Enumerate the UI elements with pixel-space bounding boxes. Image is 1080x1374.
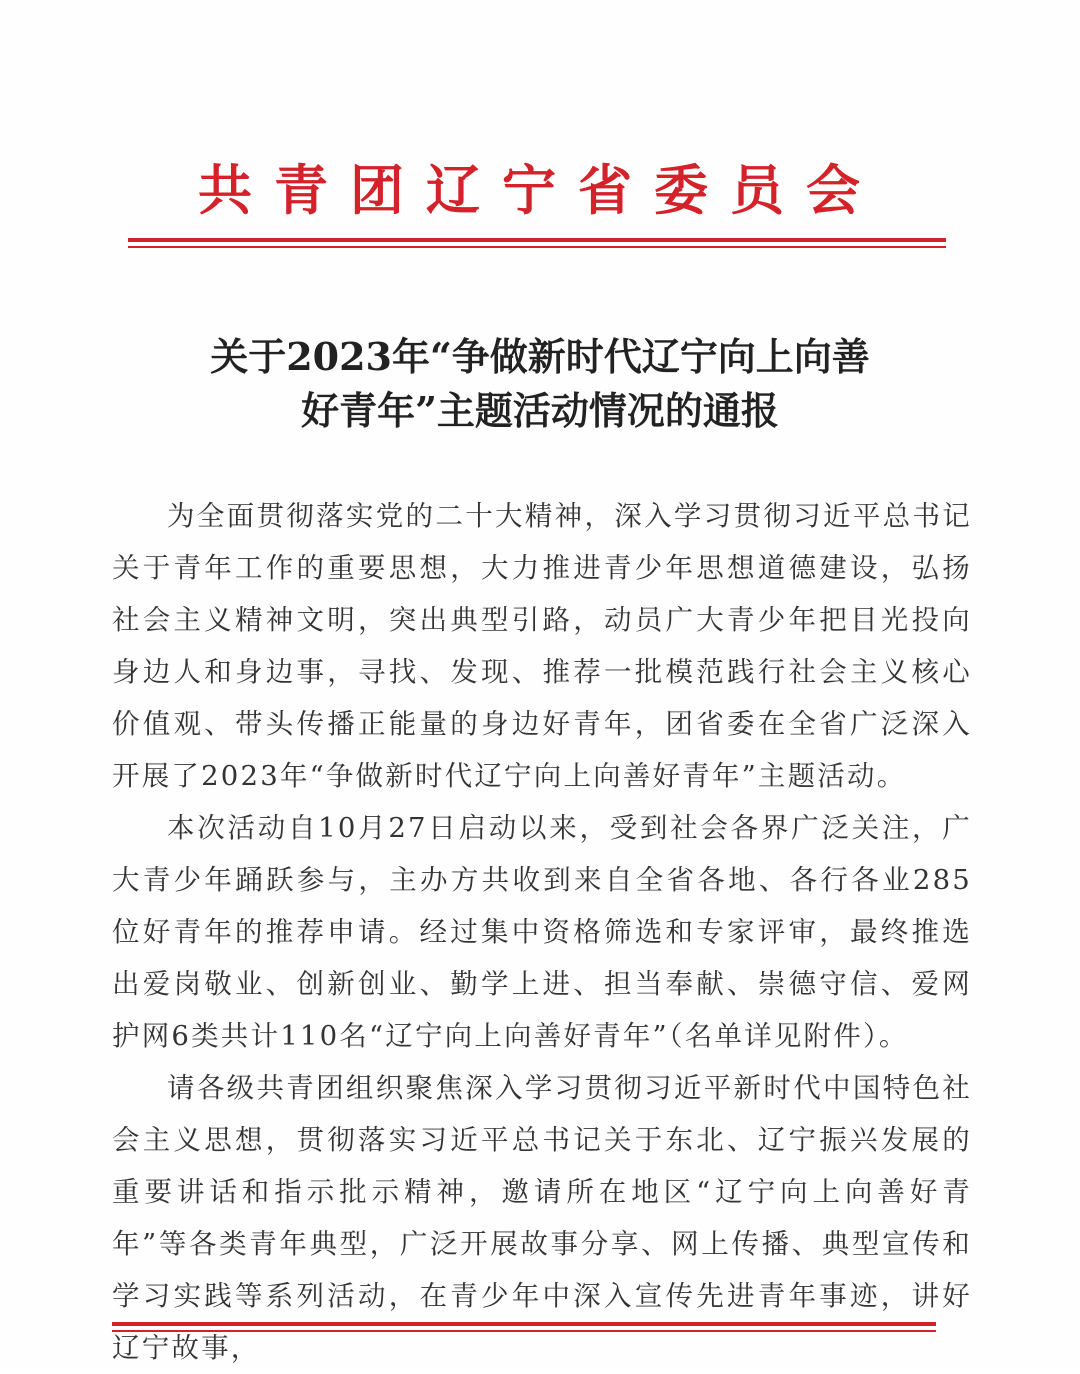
issuing-organization-header: 共青团辽宁省委员会 [198, 158, 882, 222]
document-title-line-2: 好青年”主题活动情况的通报 [301, 388, 779, 433]
body-paragraph: 请各级共青团组织聚焦深入学习贯彻习近平新时代中国特色社会主义思想，贯彻落实习近平总书记关于东北、辽宁振兴发展的重要讲话和指示批示精神，邀请所在地区“辽宁向上向善好青年”等各类青年典型，广泛开展故事分享、网上传播、典型宣传和学习实践等系列活动，在青少年中深入宣传先进青年事迹，讲好辽宁故事， [112, 1072, 972, 1364]
red-divider-bottom [112, 1322, 936, 1332]
document-body [112, 490, 972, 1374]
body-paragraph: 本次活动自10月27日启动以来，受到社会各界广泛关注，广大青少年踊跃参与，主办方共收到来自全省各地、各行各业285位好青年的推荐申请。经过集中资格筛选和专家评审，最终推选出爱岗敬业、创新创业、勤学上进、担当奉献、崇德守信、爱网护网6类共计110名“辽宁向上向善好青年”（名单详见附件）。 [112, 812, 972, 1052]
body-paragraph: 为全面贯彻落实党的二十大精神，深入学习贯彻习近平总书记关于青年工作的重要思想，大力推进青少年思想道德建设，弘扬社会主义精神文明，突出典型引路，动员广大青少年把目光投向身边人和身边事，寻找、发现、推荐一批模范践行社会主义核心价值观、带头传播正能量的身边好青年，团省委在全省广泛深入开展了2023年“争做新时代辽宁向上向善好青年”主题活动。 [112, 500, 972, 792]
document-title-line-1: 关于2023年“争做新时代辽宁向上向善 [210, 334, 870, 379]
red-divider-top [128, 238, 946, 248]
document-title [110, 330, 970, 438]
